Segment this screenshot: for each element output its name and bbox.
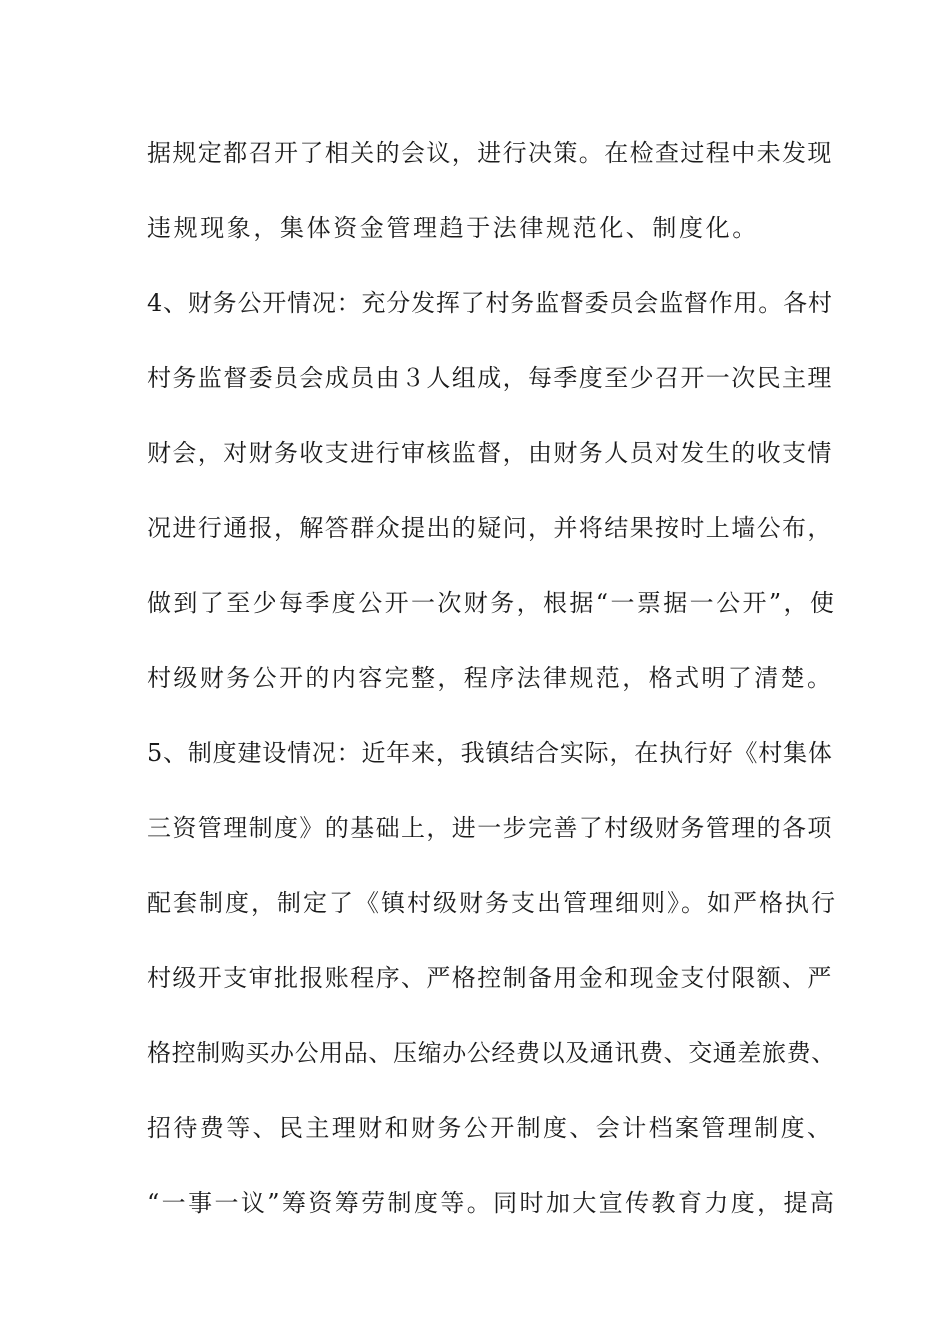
- text-line: 配套制度，制定了《镇村级财务支出管理细则》。如严格执行: [147, 889, 837, 917]
- text-line: 况进行通报，解答群众提出的疑问，并将结果按时上墙公布，: [147, 514, 833, 542]
- text-line: 三资管理制度》的基础上，进一步完善了村级财务管理的各项: [147, 814, 833, 842]
- text-line: 据规定都召开了相关的会议，进行决策。在检查过程中未发现: [147, 139, 833, 167]
- text-line: 4、财务公开情况：充分发挥了村务监督委员会监督作用。各村: [147, 289, 833, 317]
- text-line: 村级开支审批报账程序、严格控制备用金和现金支付限额、严: [147, 964, 833, 992]
- text-line: 5、制度建设情况：近年来，我镇结合实际，在执行好《村集体: [147, 739, 833, 767]
- text-line: 违规现象，集体资金管理趋于法律规范化、制度化。: [147, 214, 759, 242]
- text-line: 做到了至少每季度公开一次财务，根据“一票据一公开”，使: [147, 589, 837, 617]
- text-line: 村务监督委员会成员由３人组成，每季度至少召开一次民主理: [147, 364, 833, 392]
- text-line: “一事一议”筹资筹劳制度等。同时加大宣传教育力度，提高: [147, 1189, 837, 1217]
- text-line: 村级财务公开的内容完整，程序法律规范，格式明了清楚。: [147, 664, 834, 692]
- text-line: 格控制购买办公用品、压缩办公经费以及通讯费、交通差旅费、: [147, 1039, 836, 1067]
- text-line: 财会，对财务收支进行审核监督，由财务人员对发生的收支情: [147, 439, 833, 467]
- text-line: 招待费等、民主理财和财务公开制度、会计档案管理制度、: [147, 1114, 834, 1142]
